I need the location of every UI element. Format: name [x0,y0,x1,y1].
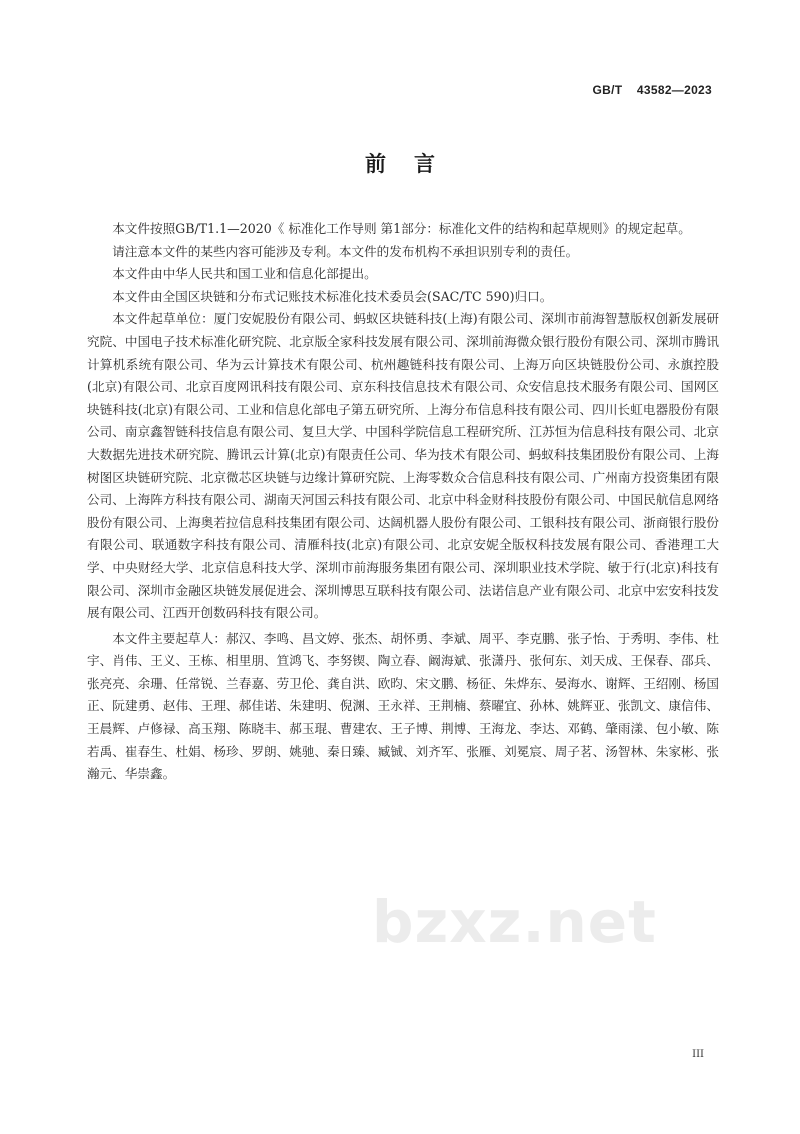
paragraph-committee: 本文件由全国区块链和分布式记账技术标准化技术委员会(SAC/TC 590)归口。 [112,288,553,304]
paragraph-drafting-basis: 本文件按照GB/T1.1—2020《 标准化工作导则 第1部分：标准化文件的结构和起草规则》的规定起草。 [112,221,691,236]
paragraph-drafting-organizations: 本文件起草单位：厦门安妮股份有限公司、蚂蚁区块链科技(上海)有限公司、深圳市前海智慧版权创新发展研究院、中国电子技术标准化研究院、北京版全家科技发展有限公司、深圳前海微众银行股份有限公司、深圳市腾讯计算机系统有限公司、华为云计算技术有限公司、杭州趣链科技有限公司、上海万向区块链股份公司、永旗控股(北京)有限公司、北京百度网讯科技有限公司、京东科技信息技术有限公司、众安信息技术服务有限公司、国网区块链科技(北京)有限公司、工业和信息化部电子第五研究所、上海分布信息科技有限公司、四川长虹电器股份有限公司、南京鑫智链科技信息有限公司、复旦大学、中国科学院信息工程研究所、江苏恒为信息科技有限公司、北京大数据先进技术研究院、腾讯云计算(北京)有限责任公司、华为技术有限公司、蚂蚁科技集团股份有限公司、上海树图区块链研究院、北京微芯区块链与边缘计算研究院、上海零数众合信息科技有限公司、广州南方投资集团有限公司、上海阵方科技有限公司、湖南天河国云科技有限公司、北京中科金财科技股份有限公司、中国民航信息网络股份有限公司、上海奥若拉信息科技集团有限公司、达阔机器人股份有限公司、工银科技有限公司、浙商银行股份有限公司、联通数字科技有限公司、清雁科技(北京)有限公司、北京安妮全版权科技发展有限公司、香港理工大学、中央财经大学、北京信息科技大学、深圳市前海服务集团有限公司、深圳职业技术学院、敏于行(北京)科技有限公司、深圳市金融区块链发展促进会、深圳博思互联科技有限公司、法诺信息产业有限公司、北京中宏安科技发展有限公司、江西开创数码科技有限公司。 [87,311,719,621]
preface-body [87,218,719,786]
watermark: bzxz.net [372,888,657,956]
standard-number: GB/T 43582—2023 [592,83,712,97]
paragraph-proposer: 本文件由中华人民共和国工业和信息化部提出。 [112,266,377,282]
paragraph-patent-notice: 请注意本文件的某些内容可能涉及专利。本文件的发布机构不承担识别专利的责任。 [112,243,579,259]
page-number: III [692,1049,704,1060]
paragraph-main-drafters: 本文件主要起草人：郝汉、李鸣、昌文婷、张杰、胡怀勇、李斌、周平、李克鹏、张子怡、于秀明、李伟、杜宇、肖伟、王义、王栋、相里朋、笪鸿飞、李努锲、陶立春、阚海斌、张潇丹、张何东、刘天成、王保春、邵兵、张亮亮、余珊、任常锐、兰春嘉、劳卫伦、龚自洪、欧昀、宋文鹏、杨征、朱烨东、晏海水、谢辉、王绍刚、杨国正、阮建勇、赵伟、王理、郝佳诺、朱建明、倪渊、王永祥、王荆楠、蔡曜宜、孙林、姚辉亚、张凯文、康信伟、王晨辉、卢修禄、高玉翔、陈晓丰、郝玉琨、曹建农、王子博、荆博、王海龙、李达、邓鹤、肇雨漾、包小敏、陈若禹、崔春生、杜娟、杨珍、罗朗、姚驰、秦日臻、臧铖、刘齐军、张雁、刘冕宸、周子茗、汤智林、朱家彬、张瀚元、华崇鑫。 [87,630,719,782]
page-title: 前言 [365,152,463,176]
